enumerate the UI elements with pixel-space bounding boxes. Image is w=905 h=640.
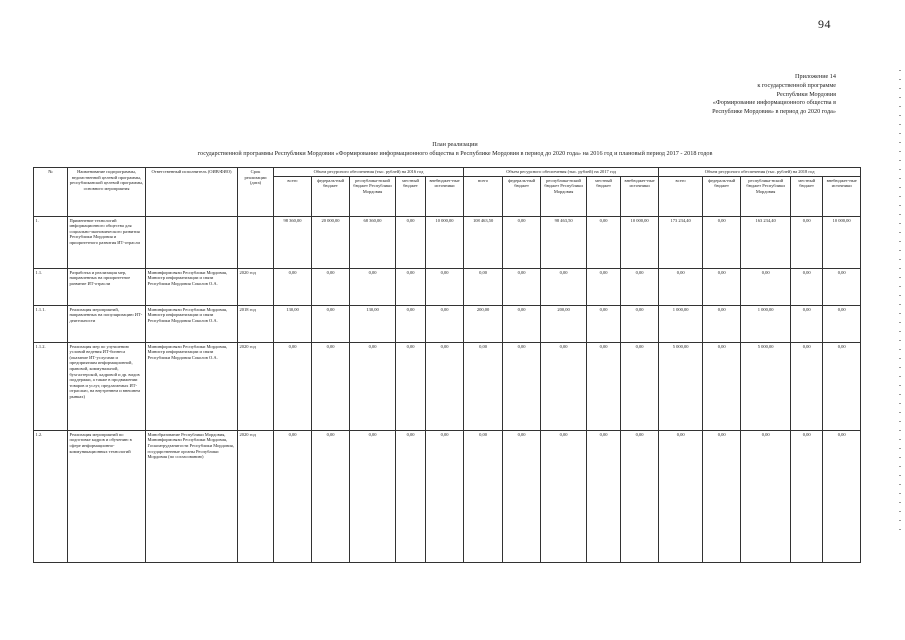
header-republic: республика-нский бюджет Республики Мордовия bbox=[350, 176, 396, 216]
cell-value: 0,00 bbox=[312, 268, 350, 305]
header-name: Наименование подпрограммы, ведомственной целевой программы, республиканской целевой программы, основного мероприятия bbox=[68, 168, 146, 217]
cell-term bbox=[238, 216, 274, 268]
table-row bbox=[34, 268, 861, 305]
cell-value: 163 234,40 bbox=[741, 216, 791, 268]
cell-value: 0,00 bbox=[350, 430, 396, 562]
cell-num: 1.1.1. bbox=[34, 305, 68, 342]
cell-value: 108 463,50 bbox=[464, 216, 503, 268]
scan-edge-marks bbox=[899, 70, 901, 530]
cell-term: 2020 год bbox=[238, 342, 274, 430]
cell-value: 0,00 bbox=[587, 430, 621, 562]
cell-value: 0,00 bbox=[823, 342, 861, 430]
cell-value: 10 000,00 bbox=[823, 216, 861, 268]
cell-value: 0,00 bbox=[541, 268, 587, 305]
cell-value: 0,00 bbox=[396, 305, 426, 342]
cell-value: 0,00 bbox=[741, 268, 791, 305]
table-row bbox=[34, 342, 861, 430]
cell-executor: Мининформсвязи Республики Мордовия, Министр информатизации и связи Республики Мордовия Соколов О.А. bbox=[146, 305, 238, 342]
cell-value: 0,00 bbox=[703, 216, 741, 268]
appendix-line: к государственной программе bbox=[757, 81, 836, 89]
cell-value: 1 000,00 bbox=[741, 305, 791, 342]
cell-term: 2020 год bbox=[238, 430, 274, 562]
cell-value: 0,00 bbox=[350, 268, 396, 305]
cell-value: 0,00 bbox=[426, 342, 464, 430]
cell-value: 130,00 bbox=[274, 305, 312, 342]
cell-value: 0,00 bbox=[791, 268, 823, 305]
cell-value: 98 360,00 bbox=[274, 216, 312, 268]
cell-value: 0,00 bbox=[274, 430, 312, 562]
cell-value: 0,00 bbox=[587, 305, 621, 342]
cell-value: 0,00 bbox=[659, 430, 703, 562]
cell-value: 0,00 bbox=[791, 342, 823, 430]
cell-name: Реализация мер по улучшению условий ведения ИТ-бизнеса (оказание ИТ-услугами и предприятиям информационной, правовой, коммунальной, бухгалтерской, кадровой и др. видов поддержки, а также в продвижении товаров и услуг, предлагаемых ИТ-отраслью, на внутреннем и внешнем рынках) bbox=[68, 342, 146, 430]
cell-value: 0,00 bbox=[396, 216, 426, 268]
header-term: Срок реализации (дата) bbox=[238, 168, 274, 217]
cell-value: 0,00 bbox=[426, 268, 464, 305]
cell-value: 0,00 bbox=[823, 430, 861, 562]
cell-value: 0,00 bbox=[503, 430, 541, 562]
cell-value: 0,00 bbox=[464, 342, 503, 430]
cell-value: 0,00 bbox=[396, 268, 426, 305]
cell-value: 0,00 bbox=[396, 342, 426, 430]
plan-table bbox=[33, 167, 861, 563]
cell-value: 0,00 bbox=[587, 268, 621, 305]
cell-value: 0,00 bbox=[741, 430, 791, 562]
cell-executor: Мининформсвязи Республики Мордовия, Министр информатизации и связи Республики Мордовия Соколов О.А. bbox=[146, 342, 238, 430]
header-local: местный бюджет bbox=[791, 176, 823, 216]
header-federal: федераль-ный бюджет bbox=[312, 176, 350, 216]
cell-name: Применение технологий информационного общества для социально-экономического развития Республики Мордовия и приоритетного развития ИТ-отрасли bbox=[68, 216, 146, 268]
cell-value: 0,00 bbox=[503, 342, 541, 430]
appendix-line: Республике Мордовия» в период до 2020 года» bbox=[712, 108, 836, 116]
appendix-block bbox=[660, 73, 836, 117]
table-row bbox=[34, 305, 861, 342]
header-republic: республика-нский бюджет Республики Мордовия bbox=[541, 176, 587, 216]
header-offbudget: внебюджет-ные источники bbox=[823, 176, 861, 216]
header-federal: федераль-ный бюджет bbox=[703, 176, 741, 216]
cell-value: 0,00 bbox=[426, 305, 464, 342]
cell-value: 0,00 bbox=[274, 268, 312, 305]
cell-value: 0,00 bbox=[396, 430, 426, 562]
title-line-1: План реализации bbox=[432, 141, 478, 148]
cell-name: Реализация мероприятий по подготовке кадров и обучению в сфере информационно-коммуникационных технологий bbox=[68, 430, 146, 562]
cell-value: 5 000,00 bbox=[659, 342, 703, 430]
cell-term: 2018 год bbox=[238, 305, 274, 342]
cell-value: 1 000,00 bbox=[659, 305, 703, 342]
appendix-line: Приложение 14 bbox=[795, 73, 836, 80]
header-federal: федераль-ный бюджет bbox=[503, 176, 541, 216]
document-title bbox=[80, 141, 830, 158]
cell-value: 98 463,50 bbox=[541, 216, 587, 268]
cell-executor: Минобразование Республики Мордовия, Мининформсвязи Республики Мордовия, Госкомтрудзанятости Республики Мордовия, государственные органы Республики Мордовия (по согласованию) bbox=[146, 430, 238, 562]
cell-value: 0,00 bbox=[621, 268, 659, 305]
cell-value: 0,00 bbox=[823, 305, 861, 342]
cell-value: 173 234,40 bbox=[659, 216, 703, 268]
title-line-2: государственной программы Республики Мордовия «Формирование информационного общества в Республике Мордовия в период до 2020 года» на 2016 год и плановый период 2017 - 2018 годов bbox=[197, 149, 713, 157]
cell-value: 0,00 bbox=[621, 430, 659, 562]
cell-num: 1.1.2. bbox=[34, 342, 68, 430]
header-executor: Ответственный исполнитель (ОИВ/ФИО) bbox=[146, 168, 238, 217]
cell-value: 0,00 bbox=[426, 430, 464, 562]
appendix-line: «Формирование информационного общества в bbox=[712, 99, 836, 107]
cell-value: 0,00 bbox=[312, 342, 350, 430]
header-num: № bbox=[34, 168, 68, 217]
header-group-2017: Объем ресурсного обеспечения (тыс. рублей) на 2017 год bbox=[464, 168, 659, 177]
cell-value: 5 000,00 bbox=[741, 342, 791, 430]
cell-value: 0,00 bbox=[791, 216, 823, 268]
header-group-2016: Объем ресурсного обеспечения (тыс. рублей) на 2016 год bbox=[274, 168, 464, 177]
appendix-line: Республики Мордовия bbox=[776, 90, 836, 98]
cell-value: 0,00 bbox=[791, 430, 823, 562]
cell-value: 0,00 bbox=[621, 342, 659, 430]
cell-value: 68 360,00 bbox=[350, 216, 396, 268]
header-local: местный бюджет bbox=[396, 176, 426, 216]
cell-term: 2020 год bbox=[238, 268, 274, 305]
table-row bbox=[34, 216, 861, 268]
cell-executor bbox=[146, 216, 238, 268]
header-total: всего bbox=[464, 176, 503, 216]
cell-value: 0,00 bbox=[274, 342, 312, 430]
cell-name: Реализация мероприятий, направленных на популяризацию ИТ-деятельности bbox=[68, 305, 146, 342]
cell-executor: Мининформсвязи Республики Мордовия, Министр информатизации и связи Республики Мордовия Соколов О.А. bbox=[146, 268, 238, 305]
header-total: всего bbox=[659, 176, 703, 216]
cell-value: 0,00 bbox=[587, 342, 621, 430]
cell-value: 10 000,00 bbox=[426, 216, 464, 268]
cell-value: 200,00 bbox=[464, 305, 503, 342]
header-group-2018: Объем ресурсного обеспечения (тыс. рублей) на 2018 год bbox=[659, 168, 861, 177]
header-offbudget: внебюджет-ные источники bbox=[621, 176, 659, 216]
table-row bbox=[34, 430, 861, 562]
cell-value: 200,00 bbox=[541, 305, 587, 342]
cell-value: 0,00 bbox=[312, 430, 350, 562]
cell-value: 0,00 bbox=[703, 305, 741, 342]
cell-num: 1.1. bbox=[34, 268, 68, 305]
cell-value: 0,00 bbox=[621, 305, 659, 342]
cell-value: 0,00 bbox=[464, 430, 503, 562]
cell-value: 0,00 bbox=[350, 342, 396, 430]
header-republic: республика-нский бюджет Республики Мордовия bbox=[741, 176, 791, 216]
cell-value: 130,00 bbox=[350, 305, 396, 342]
cell-num: 1.2. bbox=[34, 430, 68, 562]
cell-value: 10 000,00 bbox=[621, 216, 659, 268]
cell-value: 0,00 bbox=[503, 305, 541, 342]
header-local: местный бюджет bbox=[587, 176, 621, 216]
cell-value: 0,00 bbox=[703, 268, 741, 305]
cell-value: 0,00 bbox=[503, 216, 541, 268]
header-offbudget: внебюджет-ные источники bbox=[426, 176, 464, 216]
header-total: всего bbox=[274, 176, 312, 216]
cell-value: 0,00 bbox=[659, 268, 703, 305]
cell-value: 0,00 bbox=[703, 342, 741, 430]
cell-num: 1. bbox=[34, 216, 68, 268]
page-number: 94 bbox=[818, 17, 831, 31]
cell-value: 20 000,00 bbox=[312, 216, 350, 268]
cell-value: 0,00 bbox=[464, 268, 503, 305]
cell-value: 0,00 bbox=[312, 305, 350, 342]
cell-value: 0,00 bbox=[541, 342, 587, 430]
cell-value: 0,00 bbox=[823, 268, 861, 305]
cell-value: 0,00 bbox=[791, 305, 823, 342]
cell-name: Разработка и реализация мер, направленных на приоритетное развитие ИТ-отрасли bbox=[68, 268, 146, 305]
cell-value: 0,00 bbox=[587, 216, 621, 268]
cell-value: 0,00 bbox=[541, 430, 587, 562]
cell-value: 0,00 bbox=[703, 430, 741, 562]
cell-value: 0,00 bbox=[503, 268, 541, 305]
